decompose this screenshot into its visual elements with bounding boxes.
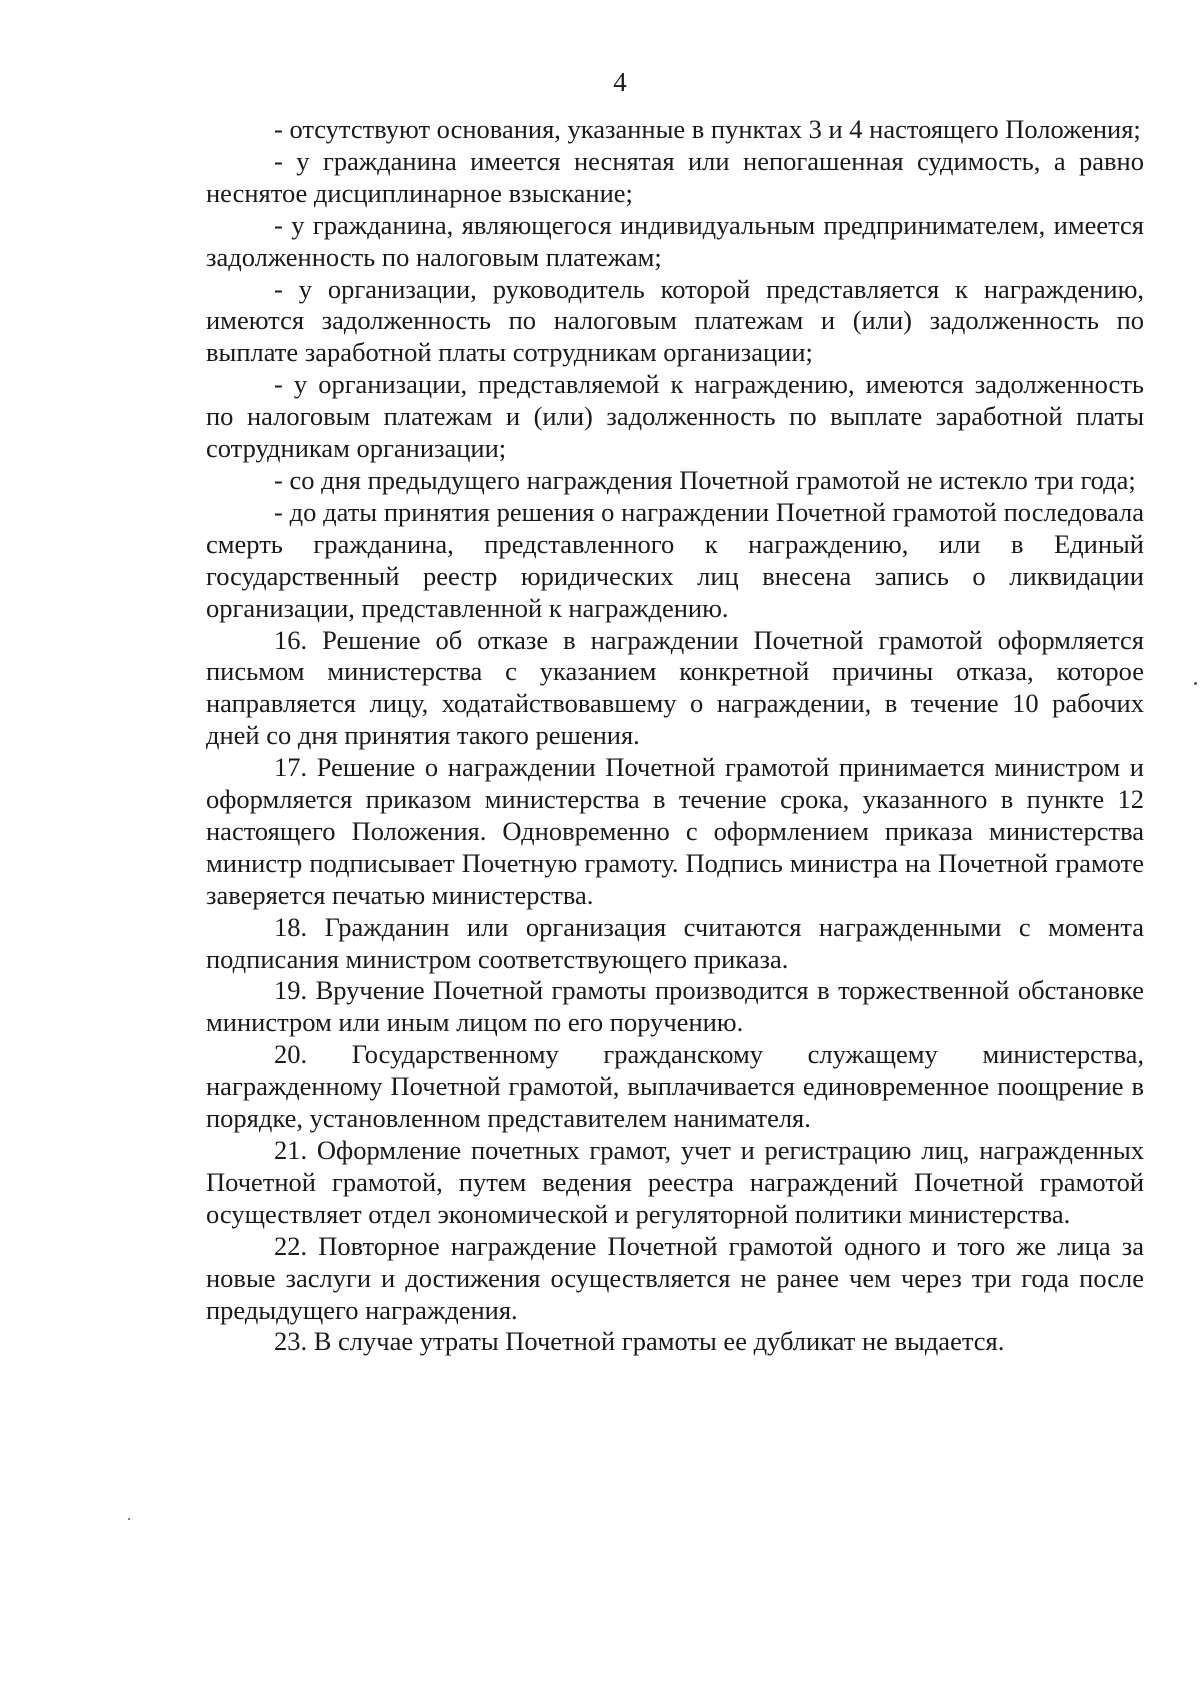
document-body: [206, 114, 1144, 1358]
scan-speck: [1194, 682, 1197, 685]
paragraph-bullet-entrepreneur-debt: - у гражданина, являющегося индивидуальным предпринимателем, имеется задолженность по налоговым платежам;: [206, 209, 1144, 272]
paragraph-bullet-criminal-record: - у гражданина имеется неснятая или непогашенная судимость, а равно неснятое дисциплинарное взыскание;: [206, 145, 1144, 208]
paragraph-item-19: 19. Вручение Почетной грамоты производится в торжественной обстановке министром или иным лицом по его поручению.: [206, 975, 1144, 1038]
paragraph-bullet-organization-debt: - у организации, представляемой к награждению, имеются задолженность по налоговым платежам и (или) задолженность по выплате заработной платы сотрудникам организации;: [206, 369, 1144, 464]
paragraph-item-21: 21. Оформление почетных грамот, учет и регистрацию лиц, награжденных Почетной грамотой, путем ведения реестра награждений Почетной грамотой осуществляет отдел экономической и регуляторной политики министерства.: [206, 1135, 1144, 1229]
paragraph-item-23: 23. В случае утраты Почетной грамоты ее дубликат не выдается.: [274, 1326, 1005, 1357]
paragraph-bullet-three-years: - со дня предыдущего награждения Почетной грамотой не истекло три года;: [274, 464, 1136, 495]
page-number: 4: [613, 67, 627, 97]
paragraph-item-16: 16. Решение об отказе в награждении Почетной грамотой оформляется письмом министерства с указанием конкретной причины отказа, которое направляется лицу, ходатайствовавшему о награждении, в течение 10 рабочих дней со дня принятия такого решения.: [206, 624, 1144, 751]
paragraph-item-17: 17. Решение о награждении Почетной грамотой принимается министром и оформляется приказом министерства в течение срока, указанного в пункте 12 настоящего Положения. Одновременно с оформлением приказа министерства министр подписывает Почетную грамоту. Подпись министра на Почетной грамоте заверяется печатью министерства.: [206, 752, 1144, 910]
paragraph-bullet-grounds: - отсутствуют основания, указанные в пунктах 3 и 4 настоящего Положения;: [274, 114, 1141, 144]
paragraph-item-20: 20. Государственному гражданскому служащему министерства, награжденному Почетной грамотой, выплачивается единовременное поощрение в порядке, установленном представителем нанимателя.: [206, 1039, 1144, 1134]
paragraph-item-22: 22. Повторное награждение Почетной грамотой одного и того же лица за новые заслуги и достижения осуществляется не ранее чем через три года после предыдущего награждения.: [206, 1230, 1144, 1325]
scan-speck: [128, 1518, 130, 1520]
paragraph-bullet-death-liquidation: - до даты принятия решения о награждении Почетной грамотой последовала смерть гражданина, представленного к награждению, или в Единый государственный реестр юридических лиц внесена запись о ликвидации организации, представленной к награждению.: [206, 496, 1144, 623]
paragraph-item-18: 18. Гражданин или организация считаются награжденными с момента подписания министром соответствующего приказа.: [206, 911, 1144, 974]
paragraph-bullet-head-organization-debt: - у организации, руководитель которой представляется к награждению, имеются задолженность по налоговым платежам и (или) задолженность по выплате заработной платы сотрудникам организации;: [206, 273, 1144, 368]
